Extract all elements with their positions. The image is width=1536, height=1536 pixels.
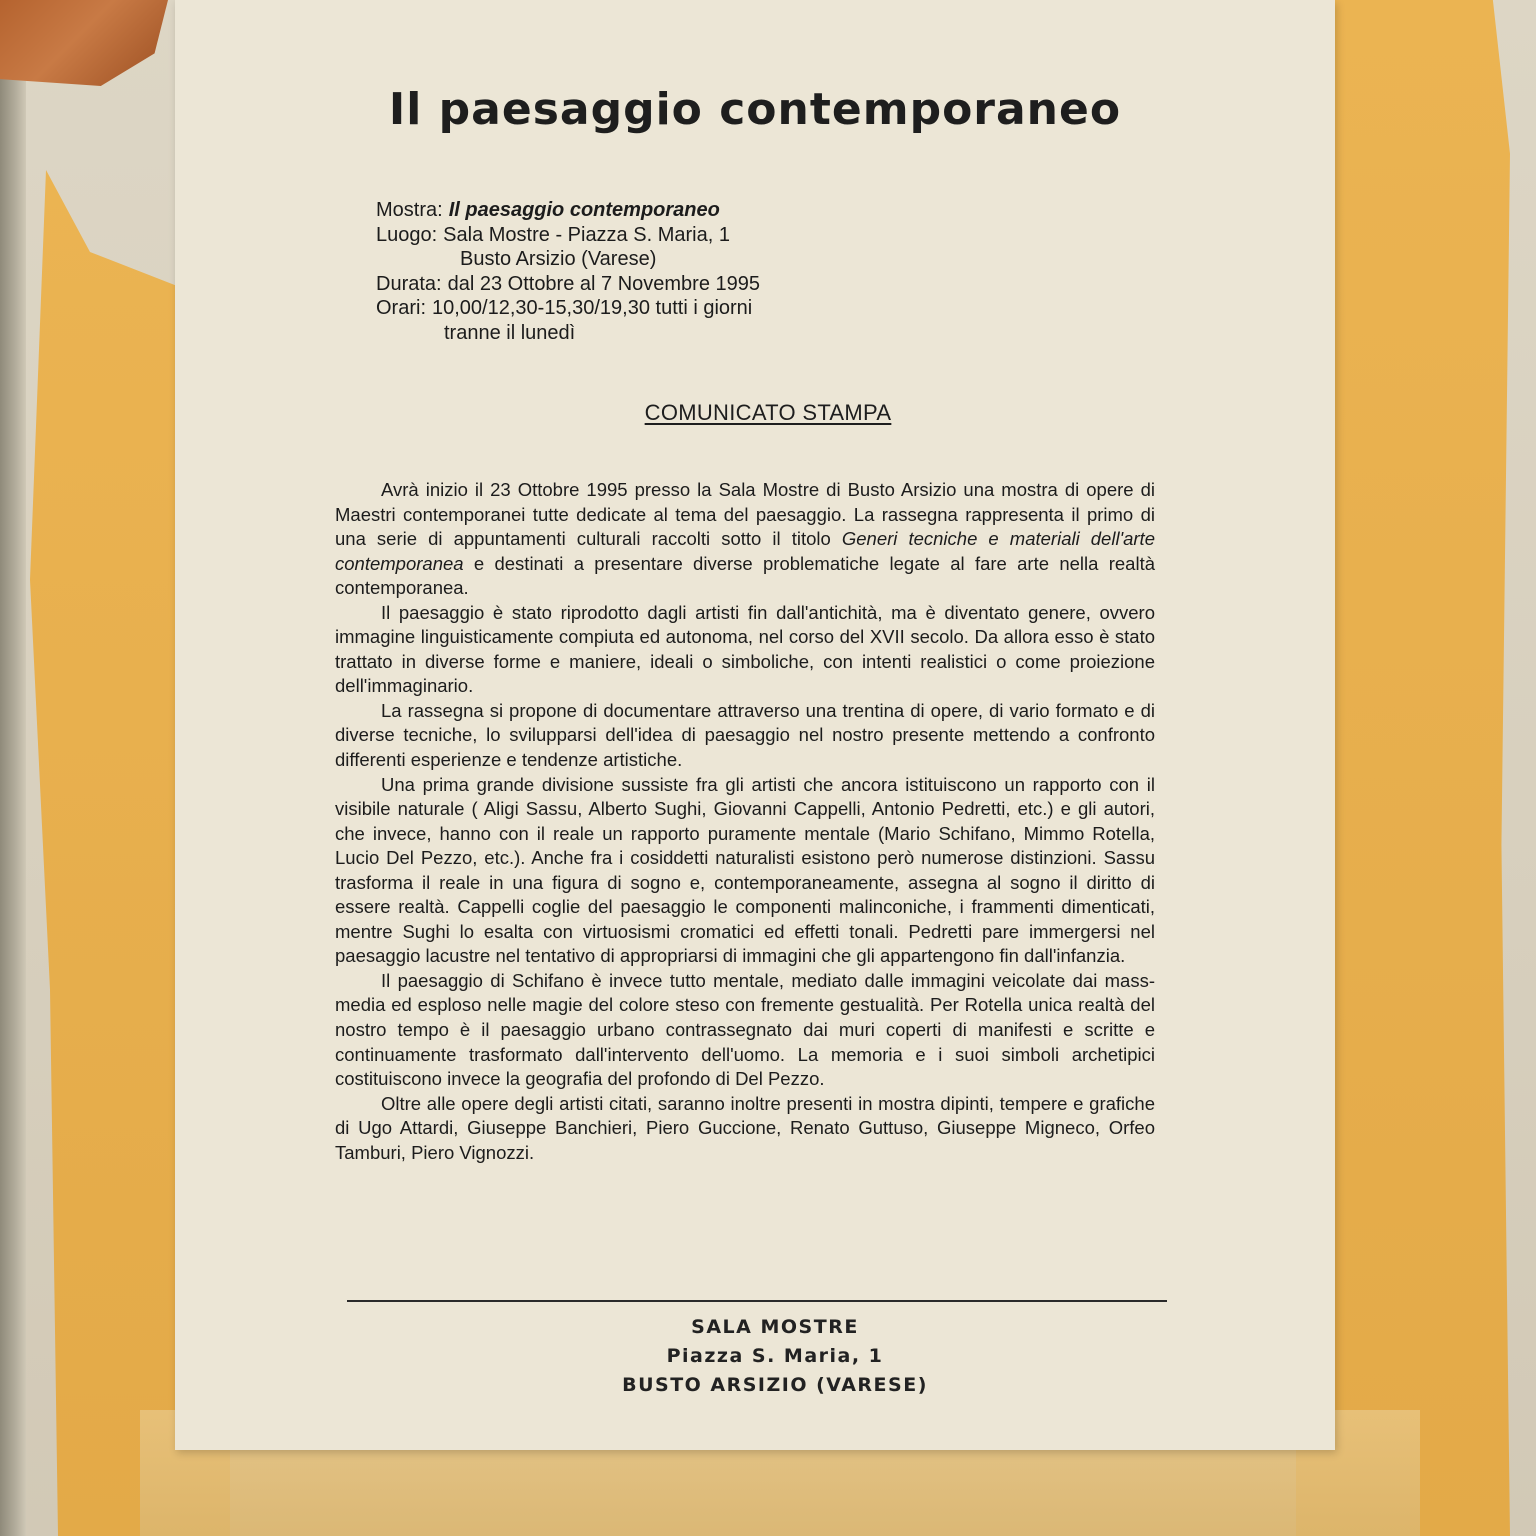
exhibition-info xyxy=(376,198,760,346)
series-title: Generi tecniche e materiali dell'arte contemporanea xyxy=(335,528,1155,574)
press-release-sheet xyxy=(175,0,1335,1450)
footer-city: BUSTO ARSIZIO (VARESE) xyxy=(622,1374,928,1396)
frame-edge xyxy=(0,0,26,1536)
luogo-value: Sala Mostre - Piazza S. Maria, 1 xyxy=(443,223,730,246)
paragraph-5: Il paesaggio di Schifano è invece tutto mentale, mediato dalle immagini veicolate dai mass-media ed esploso nelle magie del colore steso con fremente gestualità. Per Rotella unica realtà del nostro tempo è il paesaggio urbano contrassegnato dai muri coperti di manifesti e scritte e continuamente trasformato dall'intervento dell'uomo. La memoria e i suoi simboli archetipici costituiscono invece la geografia del profondo di Del Pezzo. xyxy=(335,969,1155,1090)
footer-street: Piazza S. Maria, 1 xyxy=(666,1345,884,1367)
info-durata xyxy=(376,272,760,297)
orari-label: Orari: xyxy=(376,297,426,320)
paragraph-1-end: e destinati a presentare diverse problematiche legate al fare arte nella realtà contemporanea. xyxy=(335,552,1155,599)
document-title: Il paesaggio contemporaneo xyxy=(388,84,1122,135)
orari-value: 10,00/12,30-15,30/19,30 tutti i giorni xyxy=(432,297,753,320)
footer-divider xyxy=(347,1300,1167,1302)
paragraph-2: Il paesaggio è stato riprodotto dagli artisti fin dall'antichità, ma è diventato genere, ovvero immagine linguisticamente compiuta ed autonoma, nel corso del XVII secolo. Da allora esso è stato trattato in diverse forme e maniere, ideali o simboliche, con intenti realistici o come proiezione dell'immaginario. xyxy=(335,601,1155,697)
mostra-value: Il paesaggio contemporaneo xyxy=(448,199,720,221)
info-orari-note: tranne il lunedì xyxy=(444,321,576,344)
footer-address xyxy=(175,1313,1375,1400)
info-luogo xyxy=(376,223,760,248)
paragraph-6: Oltre alle opere degli artisti citati, saranno inoltre presenti in mostra dipinti, tempere e grafiche di Ugo Attardi, Giuseppe Banchieri, Piero Guccione, Renato Guttuso, Giuseppe Migneco, Orfeo Tamburi, Piero Vignozzi. xyxy=(335,1092,1155,1163)
info-luogo-city: Busto Arsizio (Varese) xyxy=(460,248,657,271)
durata-value: dal 23 Ottobre al 7 Novembre 1995 xyxy=(447,272,761,295)
paragraph-4: Una prima grande divisione sussiste fra gli artisti che ancora istituiscono un rapporto con il visibile naturale ( Aligi Sassu, Alberto Sughi, Giovanni Cappelli, Antonio Pedretti, etc.) e gli autori, che invece, hanno con il reale un rapporto puramente mentale (Mario Schifano, Mimmo Rotella, Lucio Del Pezzo, etc.). Anche fra i cosiddetti naturalisti esistono però numerose distinzioni. Sassu trasforma il reale in una figura di sogno e, contemporaneamente, assegna al sogno il diritto di essere realtà. Cappelli coglie del paesaggio le componenti malinconiche, i frammenti dimenticati, mentre Sughi lo esalta con virtuosismi cromatici ed effetti tonali. Pedretti pare immergersi nel paesaggio lacustre nel tentativo di appropriarsi di immagini che gli appartengono fin dall'infanzia. xyxy=(335,773,1155,967)
luogo-label: Luogo: xyxy=(376,223,438,246)
info-mostra xyxy=(376,198,760,223)
footer-venue: SALA MOSTRE xyxy=(691,1316,859,1338)
paragraph-1 xyxy=(335,478,1155,601)
info-orari xyxy=(376,296,760,321)
press-release-body xyxy=(335,478,1155,1165)
paragraph-1-start: Avrà inizio il 23 Ottobre 1995 presso la Sala Mostre di Busto Arsizio una mostra di opere di Maestri contemporanei tutte dedicate al tema del paesaggio. La rassegna rappresenta il primo di una serie di appuntamenti culturali raccolti sotto il titolo xyxy=(335,479,1155,550)
durata-label: Durata: xyxy=(376,272,442,295)
mostra-label: Mostra: xyxy=(376,199,443,221)
press-release-heading: COMUNICATO STAMPA xyxy=(644,400,892,425)
paragraph-3: La rassegna si propone di documentare attraverso una trentina di opere, di vario formato e di diverse tecniche, lo svilupparsi dell'idea di paesaggio nel nostro presente mettendo a confronto differenti esperienze e tendenze artistiche. xyxy=(335,699,1155,771)
